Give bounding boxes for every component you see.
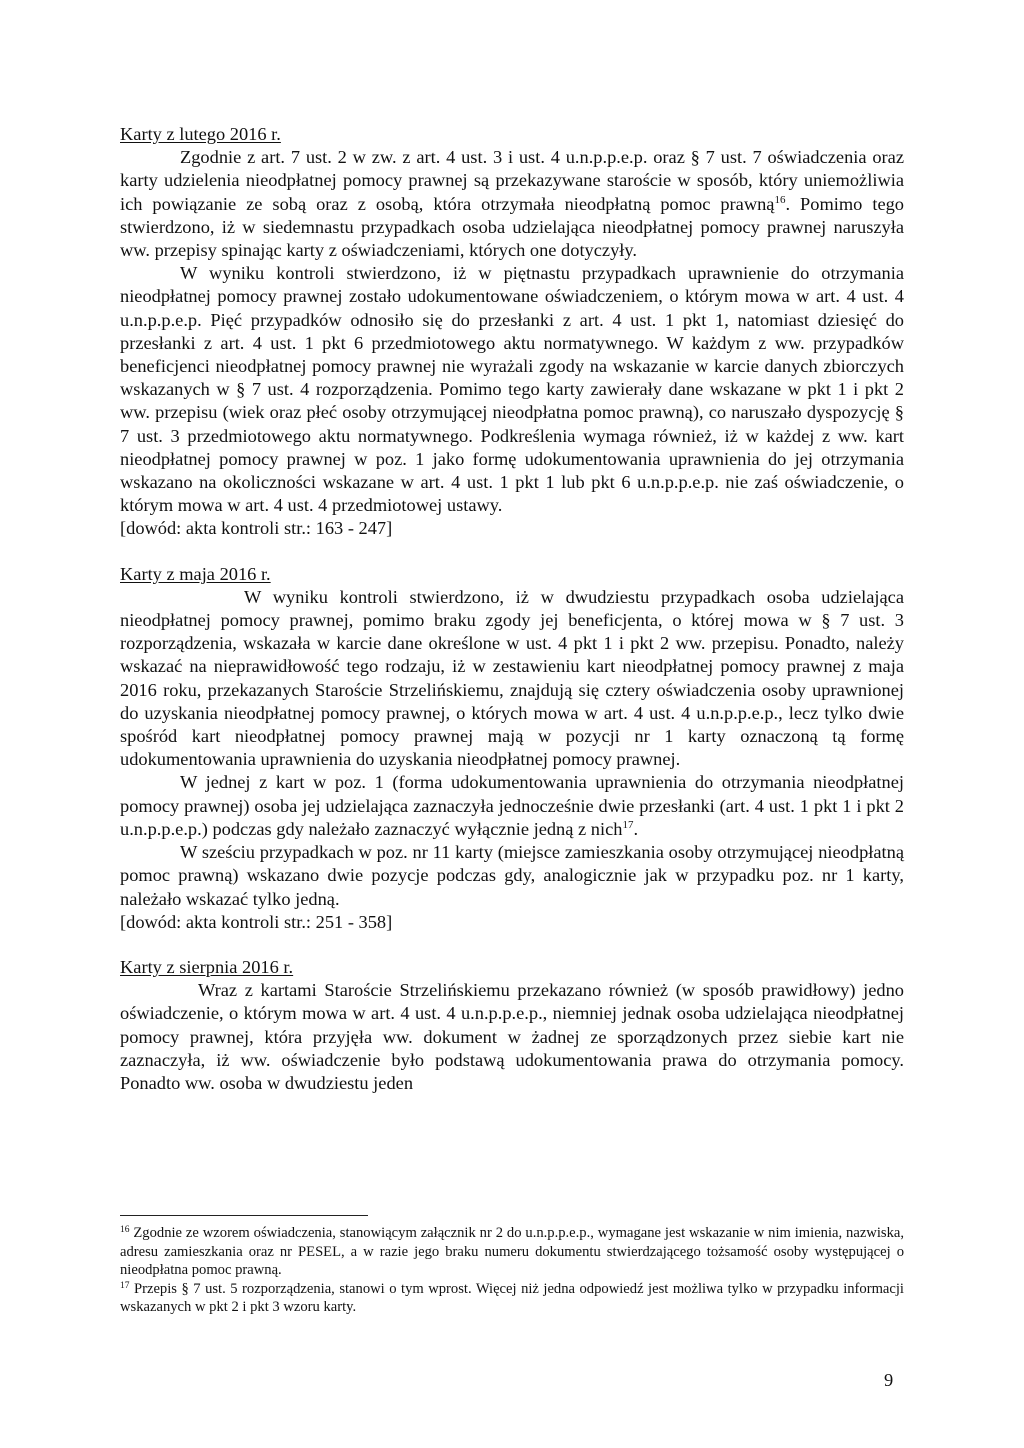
paragraph-text: . Pomimo tego stwierdzono, iż w siedemnastu przypadkach osoba udzielająca nieodpłatnej pomocy prawnej naruszyła ww. przepisy spinając karty z oświadczeniami, których one dotyczyły. (120, 193, 905, 261)
footnote-divider (120, 1215, 368, 1216)
footnote-text: Przepis § 7 ust. 5 rozporządzenia, stanowi o tym wprost. Więcej niż jedna odpowiedź jest możliwa tylko w przypadku informacji wskazanych w pkt 2 i pkt 3 wzoru karty. (120, 1280, 904, 1316)
section-heading-august: Karty z sierpnia 2016 r. (120, 956, 294, 977)
paragraph-february-1 (120, 146, 904, 262)
footnote-16 (120, 1224, 904, 1280)
footnote-ref-17[interactable]: 17 (622, 818, 634, 831)
footnote-number: 17 (120, 1280, 130, 1291)
paragraph-may-3: W sześciu przypadkach w poz. nr 11 karty (miejsce zamieszkania osoby otrzymującej nieodpłatną pomoc prawną) wskazano dwie pozycje podczas gdy, analogicznie jak w przypadku poz. nr 1 karty, należało wskazać tylko jedną. (120, 842, 904, 909)
section-heading-may: Karty z maja 2016 r. (120, 563, 271, 584)
paragraph-february-2: W wyniku kontroli stwierdzono, iż w piętnastu przypadkach uprawnienie do otrzymania nieodpłatnej pomocy prawnej zostało udokumentowane oświadczeniem, o którym mowa w art. 4 ust. 4 u.n.p.p.e.p. Pięć przypadków odnosiło się do przesłanki z art. 4 ust. 1 pkt 1, natomiast dziesięć do przesłanki z art. 4 ust. 1 pkt 6 przedmiotowego aktu normatywnego. W każdym z ww. przypadków beneficjenci nieodpłatnej pomocy prawnej nie wyrażali zgody na wskazanie w karcie danych zbiorczych wskazanych w § 7 ust. 4 rozporządzenia. Pomimo tego karty zawierały dane wskazane w pkt 1 i pkt 2 ww. przepisu (wiek oraz płeć osoby otrzymującej nieodpłatna pomoc prawną), co naruszało dyspozycję § 7 ust. 3 przedmiotowego aktu normatywnego. Podkreślenia wymaga również, iż w każdej z ww. kart nieodpłatnej pomocy prawnej w poz. 1 jako formę udokumentowania uprawnienia do jej otrzymania wskazano na okoliczności wskazane w art. 4 ust. 1 pkt 1 lub pkt 6 u.n.p.p.e.p. nie zaś oświadczenie, o którym mowa w art. 4 ust. 4 przedmiotowej ustawy. (120, 263, 904, 516)
footnotes (120, 1224, 904, 1317)
footnote-17 (120, 1280, 904, 1317)
document-body (120, 123, 904, 1095)
section-heading-february: Karty z lutego 2016 r. (120, 124, 281, 144)
footnote-ref-16[interactable]: 16 (774, 193, 786, 206)
paragraph-text: W jednej z kart w poz. 1 (forma udokumentowania uprawnienia do otrzymania nieodpłatnej pomocy prawnej) osoba jej udzielająca zaznaczyła jednocześnie dwie przesłanki (art. 4 ust. 1 pkt 1 i pkt 2 u.n.p.p.e.p.) podczas gdy należało zaznaczyć wyłącznie jedną z nich (120, 772, 904, 839)
paragraph-text: Zgodnie z art. 7 ust. 2 w zw. z art. 4 ust. 3 i ust. 4 u.n.p.p.e.p. oraz § 7 ust. 7 oświadczenia oraz karty udzielenia nieodpłatnej pomocy prawnej są przekazywane staroście w sposób, który uniemożliwia ich powiązanie ze sobą oraz z osobą, która otrzymała nieodpłatną pomoc prawną (120, 147, 904, 214)
paragraph-may-2 (120, 771, 904, 841)
evidence-reference: [dowód: akta kontroli str.: 163 - 247] (120, 518, 393, 539)
footnote-number: 16 (120, 1225, 130, 1235)
page-number: 9 (884, 1370, 894, 1390)
paragraph-may-1: W wyniku kontroli stwierdzono, iż w dwudziestu przypadkach osoba udzielająca nieodpłatnej pomocy prawnej, pomimo braku zgody jej beneficjenta, o której mowa w § 7 ust. 3 rozporządzenia, wskazała w karcie dane określone w ust. 4 pkt 1 i pkt 2 ww. przepisu. Ponadto, należy wskazać na nieprawidłowość tego rodzaju, iż w zestawieniu kart nieodpłatnej pomocy prawnej z maja 2016 roku, przekazanych Staroście Strzelińskiemu, znajdują się cztery oświadczenia osoby uprawnionej do uzyskania nieodpłatnej pomocy prawnej, o których mowa w art. 4 ust. 4 u.n.p.p.e.p., lecz tylko dwie spośród kart nieodpłatnej pomocy prawnej mają w pozycji nr 1 karty oznaczoną tą formę udokumentowania uprawnienia do uzyskania nieodpłatnej pomocy prawnej. (120, 586, 904, 770)
evidence-reference: [dowód: akta kontroli str.: 251 - 358] (120, 911, 393, 932)
paragraph-text: . (633, 818, 639, 839)
footnote-text: Zgodnie ze wzorem oświadczenia, stanowiącym załącznik nr 2 do u.n.p.p.e.p., wymagane jest wskazanie w nim imienia, nazwiska, adresu zamieszkania oraz nr PESEL, a w razie jego braku numeru dokumentu stwierdzającego tożsamość osoby występującej o nieodpłatna pomoc prawną. (120, 1225, 904, 1279)
paragraph-august-1: Wraz z kartami Staroście Strzelińskiemu przekazano również (w sposób prawidłowy) jedno oświadczenie, o którym mowa w art. 4 ust. 4 u.n.p.p.e.p., niemniej jednak osoba udzielająca nieodpłatnej pomocy prawnej, która przyjęła ww. dokument w żadnej ze sporządzonych przez siebie kart nie zaznaczyła, iż ww. oświadczenie było podstawą udokumentowania prawa do otrzymania pomocy. Ponadto ww. osoba w dwudziestu jeden (120, 980, 904, 1093)
